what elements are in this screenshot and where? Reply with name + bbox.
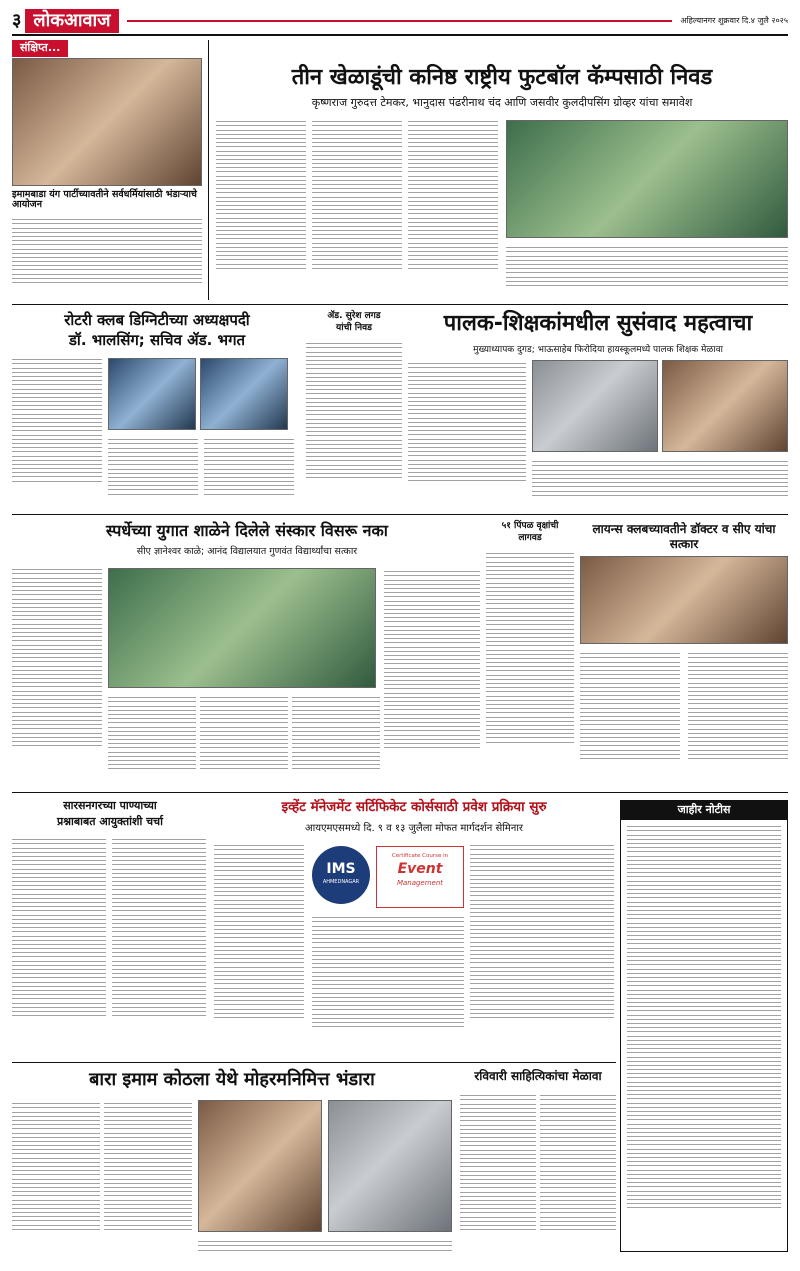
water-headline-1: सारसनगरच्या पाण्याच्या [63, 799, 157, 812]
football-subhead: कृष्णराज गुरुदत्त टेमकर, भानुदास पंढरीनाथ चंद आणि जसवीर कुलदीपसिंग ग्रोव्हर यांचा समावेश [311, 96, 693, 109]
masthead [12, 8, 788, 36]
football-team-photo [506, 120, 788, 238]
newspaper-logo: लोकआवाज [25, 9, 118, 33]
water-col2 [112, 836, 206, 1056]
sidebar-story1-headline: इमामबाडा यंग पार्टीच्यावतीने सर्वधर्मियांसाठी भंडाऱ्याचे आयोजन [12, 189, 197, 211]
football-headline: तीन खेळाडूंची कनिष्ठ राष्ट्रीय फुटबॉल कॅम्पसाठी निवड [291, 65, 713, 90]
parent-teacher-photo-1 [532, 360, 658, 452]
section-rule-2 [12, 514, 788, 515]
football-col3 [408, 118, 498, 298]
rotary-photo-president [108, 358, 196, 430]
public-notice-box [620, 800, 788, 1252]
moharram-col2 [104, 1100, 192, 1260]
cert-line-1: Certificate Course in [391, 853, 449, 859]
football-caption-lines [506, 244, 788, 298]
rotary-col3 [204, 436, 294, 508]
masthead-rule [127, 20, 673, 22]
moharram-photo-1 [198, 1100, 322, 1232]
cert-line-2: Event [397, 861, 443, 878]
event-subhead: आयएमएसमध्ये दि. ९ व १३ जुलैला मोफत मार्गदर्शन सेमिनार [305, 823, 523, 834]
cert-line-3: Management [396, 879, 444, 888]
rotary-col2 [108, 436, 198, 508]
sanskar-col5 [384, 568, 480, 786]
public-notice-body [627, 823, 781, 1245]
ims-logo [312, 846, 370, 904]
sidebar-tag-wrap [12, 40, 202, 57]
moharram-captions [198, 1238, 452, 1260]
section-rule-3 [12, 792, 788, 793]
sanskar-col4 [292, 694, 380, 786]
literary-headline: रविवारी साहित्यिकांचा मेळावा [474, 1069, 602, 1083]
rotary-photo-secretary [200, 358, 288, 430]
event-col1 [214, 842, 304, 1056]
trees-headline-2: लागवड [518, 533, 542, 543]
literary-col2 [540, 1092, 616, 1260]
football-col1 [216, 118, 306, 298]
parent-teacher-headline: पालक-शिक्षकांमधील सुसंवाद महत्वाचा [443, 311, 753, 336]
ims-logo-text: IMS [326, 861, 356, 877]
moharram-headline: बारा इमाम कोठला येथे मोहरमनिमित्त भंडारा [89, 1069, 375, 1090]
sanskar-subhead: सीए ज्ञानेश्वर काळे; आनंद विद्यालयात गुणवंत विद्यार्थ्यांचा सत्कार [136, 546, 358, 557]
event-col3 [470, 842, 614, 1056]
parent-teacher-subhead: मुख्याध्यापक दुगड; भाऊसाहेब फिरोदिया हायस्कूलमध्ये पालक शिक्षक मेळावा [473, 345, 723, 355]
lagad-body [306, 340, 402, 508]
dateline: अहिल्यानगर शुक्रवार दि.४ जुलै २०२५ [680, 15, 788, 25]
lagad-headline-1: ॲड. सुरेश लगड [327, 311, 381, 321]
ims-logo-subtext: AHMEDNAGAR [322, 878, 360, 885]
sanskar-col3 [200, 694, 288, 786]
lions-col2 [688, 650, 788, 786]
certificate-course-image [376, 846, 464, 908]
section-rule-4 [12, 1062, 616, 1063]
moharram-photo-2 [328, 1100, 452, 1232]
sidebar-story1-body [12, 216, 202, 296]
public-notice-title: जाहीर नोटीस [621, 801, 787, 820]
rotary-col1 [12, 356, 102, 508]
trees-body [486, 550, 574, 786]
event-col2 [312, 914, 464, 1056]
lions-headline: लायन्स क्लबच्यावतीने डॉक्टर व सीए यांचा सत्कार [592, 522, 776, 551]
water-headline-2: प्रश्नाबाबत आयुक्तांशी चर्चा [56, 815, 163, 828]
lions-photo [580, 556, 788, 644]
parent-teacher-caption-lines [532, 458, 788, 508]
literary-col1 [460, 1092, 536, 1260]
lagad-headline-2: यांची निवड [336, 323, 372, 333]
sidebar-tag: संक्षिप्त... [12, 40, 68, 57]
sanskar-headline: स्पर्धेच्या युगात शाळेने दिलेले संस्कार विसरू नका [106, 521, 388, 540]
moharram-col1 [12, 1100, 100, 1260]
rotary-headline-1: रोटरी क्लब डिग्निटीच्या अध्यक्षपदी [64, 311, 250, 329]
parent-teacher-photo-2 [662, 360, 788, 452]
football-col2 [312, 118, 402, 298]
water-col1 [12, 836, 106, 1056]
trees-headline-1: ५१ पिंपळ वृक्षांची [501, 521, 559, 531]
parent-teacher-col1 [408, 360, 526, 508]
event-headline: इव्हेंट मॅनेजमेंट सर्टिफिकेट कोर्ससाठी प्रवेश प्रक्रिया सुरु [281, 799, 547, 815]
sanskar-group-photo [108, 568, 376, 688]
sidebar-photo [12, 58, 202, 186]
sanskar-col1 [12, 566, 102, 786]
section-rule [12, 304, 788, 305]
column-rule [208, 40, 209, 300]
page-number: ३ [12, 9, 22, 31]
rotary-headline-2: डॉ. भालसिंग; सचिव ॲड. भगत [68, 331, 246, 349]
lions-col1 [580, 650, 680, 786]
sanskar-col2 [108, 694, 196, 786]
